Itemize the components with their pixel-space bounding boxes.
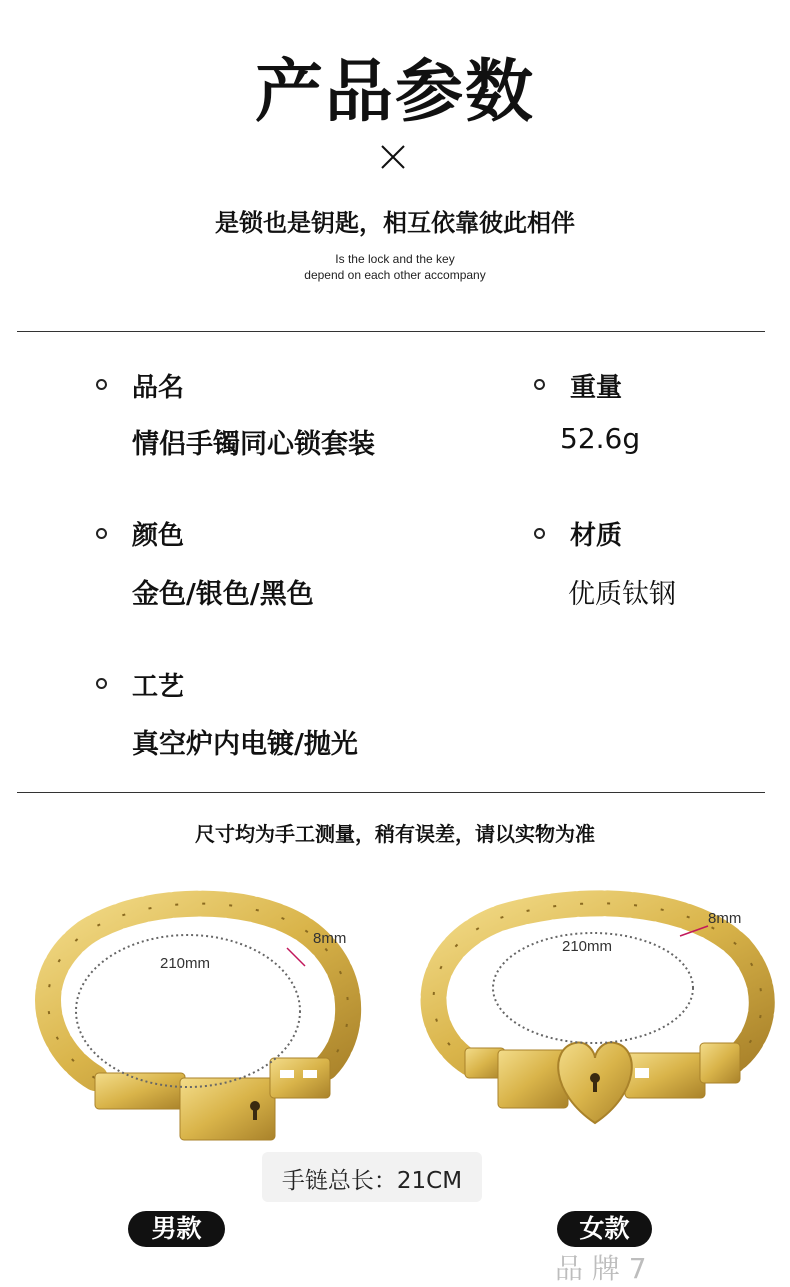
- param-label-name: 品名: [132, 373, 185, 403]
- param-value-name: 情侣手镯同心锁套装: [132, 429, 375, 460]
- womens-width-label: 8mm: [708, 910, 742, 927]
- param-value-color: 金色/银色/黑色: [132, 579, 314, 610]
- param-value-weight: 52.6g: [560, 422, 641, 455]
- mens-width-label: 8mm: [313, 930, 347, 947]
- womens-length-label: 210mm: [562, 938, 613, 955]
- english-line-2: depend on each other accompany: [304, 268, 486, 282]
- param-value-craft: 真空炉内电镀/抛光: [132, 729, 358, 760]
- close-icon: [379, 143, 407, 171]
- watermark: 品 牌 7: [555, 1252, 647, 1285]
- bullet-icon: [96, 678, 107, 689]
- bullet-icon: [96, 528, 107, 539]
- total-length-label: 手链总长：21CM: [281, 1168, 463, 1194]
- bullet-icon: [534, 379, 545, 390]
- param-label-color: 颜色: [132, 521, 185, 551]
- bullet-icon: [534, 528, 545, 539]
- mens-tag: 男款: [128, 1211, 225, 1247]
- divider-bottom: [17, 792, 765, 793]
- english-line-1: Is the lock and the key: [335, 252, 455, 266]
- womens-bracelet-image: [410, 888, 780, 1148]
- page-title: 产品参数: [254, 52, 535, 132]
- divider-top: [17, 331, 765, 332]
- param-value-material: 优质钛钢: [568, 579, 676, 610]
- mens-bracelet-image: [25, 888, 375, 1153]
- slogan: 是锁也是钥匙，相互依靠彼此相伴: [215, 208, 575, 237]
- measurement-note: 尺寸均为手工测量，稍有误差，请以实物为准: [195, 822, 595, 846]
- womens-tag: 女款: [557, 1211, 652, 1247]
- mens-length-label: 210mm: [160, 955, 211, 972]
- param-label-material: 材质: [570, 521, 623, 551]
- param-label-weight: 重量: [570, 373, 623, 403]
- bullet-icon: [96, 379, 107, 390]
- param-label-craft: 工艺: [132, 672, 185, 702]
